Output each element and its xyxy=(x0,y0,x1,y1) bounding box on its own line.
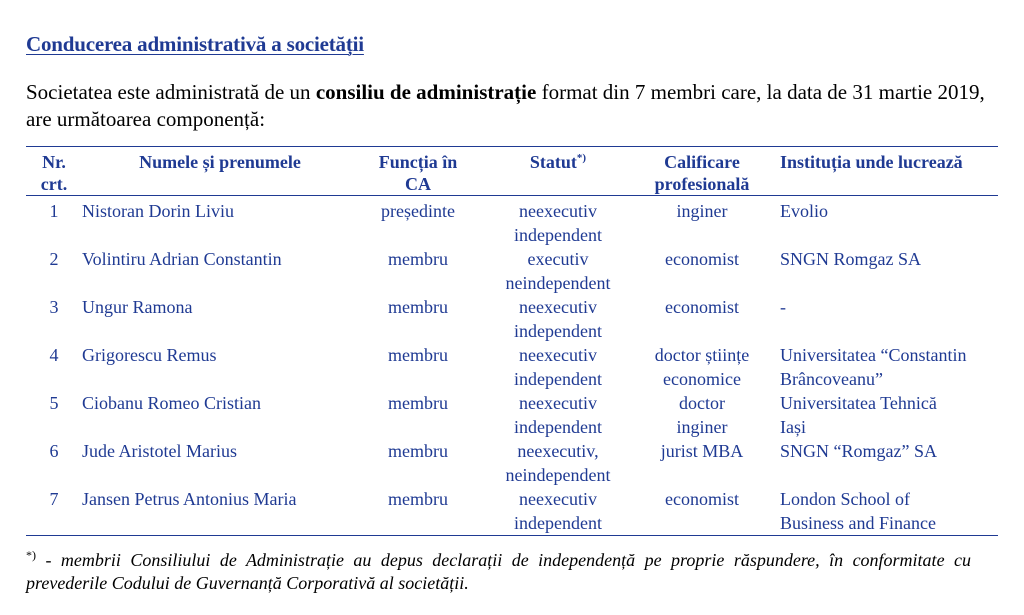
table-row xyxy=(26,247,998,295)
cell-nr: 1 xyxy=(49,201,59,221)
header-function: Funcția în CA xyxy=(358,147,478,196)
cell-name: Ciobanu Romeo Cristian xyxy=(82,393,261,413)
cell-qualification: jurist MBA xyxy=(660,441,744,461)
cell-function: membru xyxy=(388,297,448,317)
cell-institution: - xyxy=(780,297,786,317)
cell-institution: Universitatea “Constantin Brâncoveanu” xyxy=(780,345,967,389)
cell-nr: 5 xyxy=(49,393,59,413)
cell-nr: 7 xyxy=(49,489,59,509)
table-row xyxy=(26,391,998,439)
cell-function: membru xyxy=(388,249,448,269)
cell-status: neexecutiv independent xyxy=(514,201,602,245)
table-body xyxy=(26,196,998,536)
cell-name: Ungur Ramona xyxy=(82,297,193,317)
header-nr: Nr. crt. xyxy=(26,147,82,196)
cell-name: Nistoran Dorin Liviu xyxy=(82,201,234,221)
header-status: Statut*) xyxy=(478,147,638,196)
cell-function: președinte xyxy=(381,201,455,221)
cell-qualification: economist xyxy=(665,489,739,509)
table-row xyxy=(26,295,998,343)
cell-function: membru xyxy=(388,393,448,413)
table-row xyxy=(26,343,998,391)
intro-text-after: format din 7 membri care, la data de 31 martie 2019, are următoarea componență: xyxy=(26,80,985,131)
cell-institution: SNGN “Romgaz” SA xyxy=(780,441,937,461)
cell-name: Jansen Petrus Antonius Maria xyxy=(82,489,297,509)
cell-function: membru xyxy=(388,345,448,365)
cell-status: neexecutiv, neindependent xyxy=(505,441,611,485)
section-heading: Conducerea administrativă a societății xyxy=(26,32,364,56)
table-row xyxy=(26,196,998,248)
footnote xyxy=(26,549,971,595)
header-institution: Instituția unde lucrează xyxy=(766,147,998,196)
cell-function: membru xyxy=(388,489,448,509)
cell-qualification: doctor științe economice xyxy=(654,345,750,389)
cell-nr: 4 xyxy=(49,345,59,365)
cell-qualification: inginer xyxy=(676,201,728,221)
header-qualification: Calificare profesională xyxy=(638,147,766,196)
table-row xyxy=(26,439,998,487)
footnote-mark: *) xyxy=(576,152,587,164)
cell-nr: 6 xyxy=(49,441,59,461)
cell-status: neexecutiv independent xyxy=(514,393,602,437)
table-row xyxy=(26,487,998,535)
footnote-mark: *) xyxy=(26,548,36,562)
cell-status: neexecutiv independent xyxy=(514,345,602,389)
cell-nr: 3 xyxy=(49,297,59,317)
cell-qualification: economist xyxy=(665,297,739,317)
cell-institution: Evolio xyxy=(780,201,828,221)
board-table-container xyxy=(26,146,998,536)
cell-qualification: doctor inginer xyxy=(676,393,728,437)
cell-nr: 2 xyxy=(49,249,59,269)
table-header xyxy=(26,147,998,196)
header-row xyxy=(26,147,998,196)
footnote-text: - membrii Consiliului de Administrație au depus declarații de independență pe proprie răspundere, în conformitate cu prevederile Codului de Guvernanță Corporativă al societății. xyxy=(26,550,971,593)
cell-institution: SNGN Romgaz SA xyxy=(780,249,922,269)
cell-name: Grigorescu Remus xyxy=(82,345,217,365)
intro-text-before: Societatea este administrată de un xyxy=(26,80,316,104)
intro-text-bold: consiliu de administrație xyxy=(315,80,537,104)
cell-status: executiv neindependent xyxy=(505,249,611,293)
cell-institution: Universitatea Tehnică Iași xyxy=(780,393,937,437)
cell-name: Volintiru Adrian Constantin xyxy=(82,249,282,269)
cell-institution: London School of Business and Finance xyxy=(780,489,936,533)
intro-paragraph xyxy=(26,79,1001,133)
board-members-table xyxy=(26,147,998,535)
cell-name: Jude Aristotel Marius xyxy=(82,441,237,461)
cell-status: neexecutiv independent xyxy=(514,297,602,341)
cell-function: membru xyxy=(388,441,448,461)
cell-status: neexecutiv independent xyxy=(514,489,602,533)
cell-qualification: economist xyxy=(665,249,739,269)
header-name: Numele și prenumele xyxy=(82,147,358,196)
